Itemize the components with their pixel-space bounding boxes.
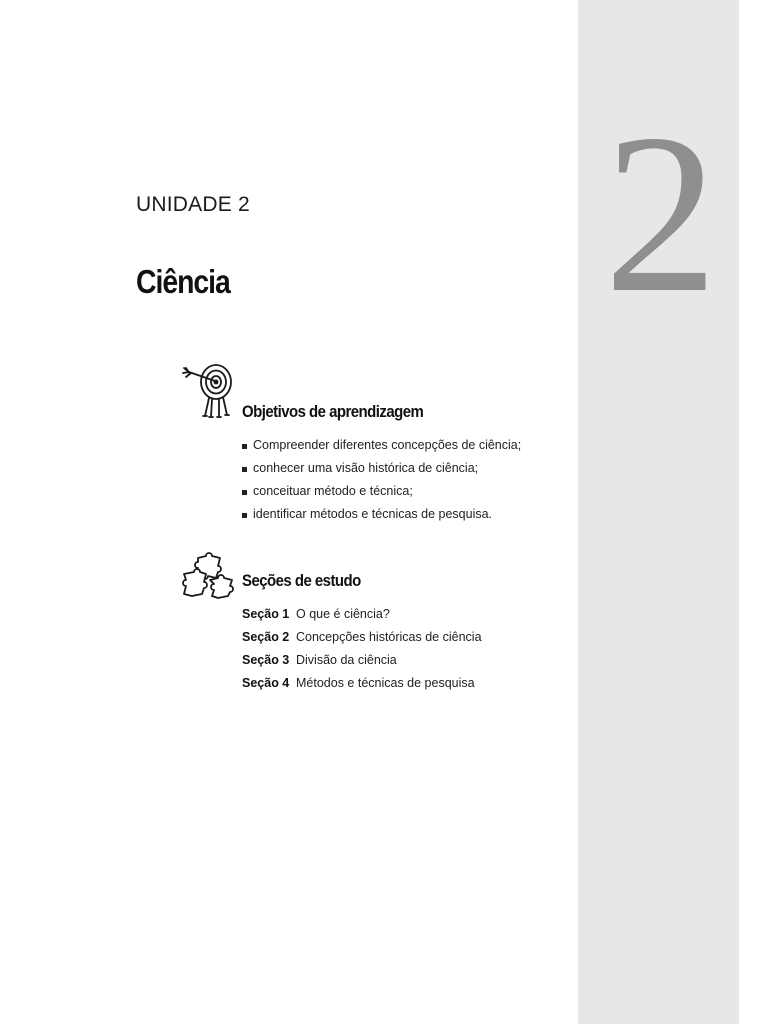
chapter-number: 2 [604,88,718,340]
objectives-list [242,434,521,526]
puzzle-pieces-icon [180,552,238,600]
bullet-icon [242,444,247,449]
unit-label: UNIDADE 2 [136,193,250,216]
objectives-heading: Objetivos de aprendizagem [242,402,424,421]
objective-item: Compreender diferentes concepções de ciência; [242,434,521,457]
study-section-row [242,672,482,695]
unit-title: Ciência [136,263,230,300]
section-number: Seção 2 [242,630,290,644]
section-number: Seção 3 [242,653,290,667]
section-title: Métodos e técnicas de pesquisa [296,676,475,690]
target-dart-icon [181,362,237,422]
study-section-row [242,649,482,672]
study-sections-heading: Seções de estudo [242,571,361,590]
study-sections-list [242,603,482,695]
bullet-icon [242,513,247,518]
bullet-icon [242,490,247,495]
bullet-icon [242,467,247,472]
study-section-row [242,603,482,626]
section-title: Divisão da ciência [296,653,397,667]
section-number: Seção 4 [242,676,290,690]
objective-item: identificar métodos e técnicas de pesquisa. [242,503,521,526]
objective-item: conceituar método e técnica; [242,480,521,503]
study-section-row [242,626,482,649]
section-title: Concepções históricas de ciência [296,630,482,644]
section-title: O que é ciência? [296,607,390,621]
objective-item: conhecer uma visão histórica de ciência; [242,457,521,480]
section-number: Seção 1 [242,607,290,621]
